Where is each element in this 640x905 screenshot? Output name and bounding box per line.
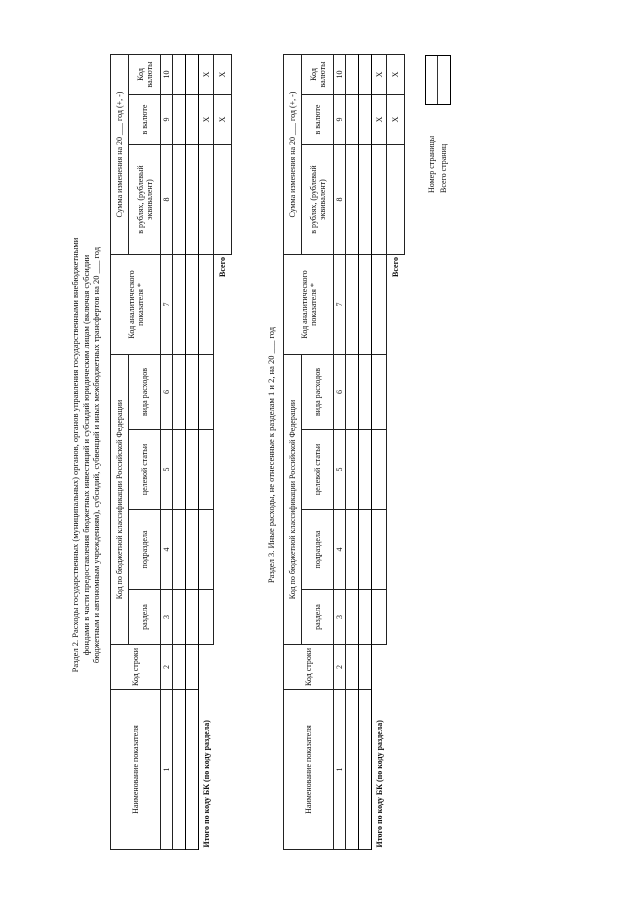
data-cell[interactable] [346,430,359,510]
vsego-label: Всего [391,257,401,277]
column-number: 10 [161,55,173,95]
itogo-cell[interactable] [372,590,387,645]
header-name: Наименование показателя [284,690,334,850]
data-cell[interactable] [173,645,186,690]
column-number: 8 [161,145,173,255]
table-row [173,55,186,850]
data-cell[interactable] [346,95,359,145]
column-number: 9 [334,95,346,145]
column-number: 6 [161,355,173,430]
column-number: 7 [161,255,173,355]
table-row [214,55,232,850]
table-row [284,55,302,850]
vsego-label: Всего [218,257,228,277]
header-currency-code: Код валюты [302,55,334,95]
header-section: раздела [129,590,161,645]
header-currency: в валюте [129,95,161,145]
section2-table [110,54,232,850]
table-row [111,55,129,850]
data-cell[interactable] [173,510,186,590]
column-number: 1 [161,690,173,850]
data-cell[interactable] [346,645,359,690]
itogo-cell[interactable] [372,430,387,510]
column-number: 7 [334,255,346,355]
data-cell[interactable] [346,55,359,95]
section3-title [266,145,277,765]
itogo-cell[interactable] [372,510,387,590]
title-line: Раздел 3. Иные расходы, не отнесенные к разделам 1 и 2, на 20 ___ год [266,326,276,584]
header-currency: в валюте [302,95,334,145]
data-cell[interactable] [186,430,199,510]
data-cell[interactable] [173,145,186,255]
header-target: целевой статьи [129,430,161,510]
header-bk-code: Код по бюджетной классификации Российской Федерации [111,355,129,645]
title-line: Раздел 2. Расходы государственных (муниципальных) органов, органов управления государственными внебюджетными [70,237,80,673]
data-cell[interactable] [186,690,199,850]
header-row-code: Код строки [284,645,334,690]
data-cell[interactable] [173,55,186,95]
header-subsection: подраздела [302,510,334,590]
data-cell[interactable] [173,690,186,850]
itogo-cell[interactable] [199,255,214,355]
page-number-field[interactable] [426,56,438,104]
header-expense-type: вида расходов [129,355,161,430]
data-cell[interactable] [346,355,359,430]
header-bk-code: Код по бюджетной классификации Российской Федерации [284,355,302,645]
header-expense-type: вида расходов [302,355,334,430]
column-number: 6 [334,355,346,430]
data-cell[interactable] [359,355,372,430]
data-cell[interactable] [186,55,199,95]
itogo-cell[interactable] [372,145,387,255]
itogo-cell[interactable] [199,590,214,645]
column-number: 1 [334,690,346,850]
data-cell[interactable] [359,590,372,645]
data-cell[interactable] [359,430,372,510]
table-row [186,55,199,850]
table-row [161,55,173,850]
data-cell[interactable] [173,355,186,430]
table-row [346,55,359,850]
data-cell[interactable] [346,255,359,355]
header-name: Наименование показателя [111,690,161,850]
header-rub: в рублях, (рублевый эквивалент) [129,145,161,255]
vsego-cell[interactable] [214,145,232,255]
data-cell[interactable] [173,590,186,645]
data-cell[interactable] [186,645,199,690]
itogo-cell[interactable] [199,355,214,430]
column-number: 4 [334,510,346,590]
data-cell[interactable] [173,95,186,145]
column-number: 3 [161,590,173,645]
data-cell[interactable] [173,430,186,510]
data-cell[interactable] [346,510,359,590]
column-number: 8 [334,145,346,255]
data-cell[interactable] [186,255,199,355]
data-cell[interactable] [359,55,372,95]
data-cell[interactable] [359,145,372,255]
x-mark: X [214,55,232,95]
column-number: 3 [334,590,346,645]
header-analytic-code: Код аналитического показателя * [111,255,161,355]
header-section: раздела [302,590,334,645]
vsego-cell[interactable] [387,145,405,255]
x-mark: X [214,95,232,145]
itogo-cell[interactable] [199,145,214,255]
itogo-cell[interactable] [199,510,214,590]
column-number: 5 [334,430,346,510]
title-line: бюджетным и автономным учреждениям), субсидий, субвенций и иных межбюджетных трансфертов на 20 ___ год [91,246,101,664]
column-number: 10 [334,55,346,95]
column-number: 2 [161,645,173,690]
header-row-code: Код строки [111,645,161,690]
data-cell[interactable] [186,510,199,590]
column-number: 2 [334,645,346,690]
table-row [359,55,372,850]
table-row [372,55,387,850]
column-number: 4 [161,510,173,590]
data-cell[interactable] [346,590,359,645]
section2-title [70,145,102,765]
section3-table [283,54,405,850]
page-number-label: Номер страницы [427,135,436,193]
header-currency-code: Код валюты [129,55,161,95]
table-row [199,55,214,850]
data-cell[interactable] [359,645,372,690]
header-analytic-code: Код аналитического показателя * [284,255,334,355]
data-cell[interactable] [359,255,372,355]
data-cell[interactable] [186,95,199,145]
data-cell[interactable] [359,690,372,850]
data-cell[interactable] [346,145,359,255]
total-pages-label: Всего страниц [439,143,448,193]
data-cell[interactable] [186,590,199,645]
total-pages-field[interactable] [438,56,450,104]
data-cell[interactable] [346,690,359,850]
data-cell[interactable] [186,355,199,430]
x-mark: X [199,55,214,95]
itogo-cell[interactable] [199,430,214,510]
header-change-sum: Сумма изменения на 20 ___ год (+, -) [111,55,129,255]
x-mark: X [387,95,405,145]
data-cell[interactable] [186,145,199,255]
x-mark: X [372,95,387,145]
header-change-sum: Сумма изменения на 20 ___ год (+, -) [284,55,302,255]
data-cell[interactable] [173,255,186,355]
header-subsection: подраздела [129,510,161,590]
table-row [387,55,405,850]
page-number-box [425,55,451,105]
header-target: целевой статьи [302,430,334,510]
x-mark: X [387,55,405,95]
column-number: 5 [161,430,173,510]
x-mark: X [372,55,387,95]
itogo-label: Итого по коду БК (по коду раздела) [201,720,211,848]
itogo-cell[interactable] [372,355,387,430]
table-row [334,55,346,850]
column-number: 9 [161,95,173,145]
header-rub: в рублях, (рублевый эквивалент) [302,145,334,255]
title-line: фондами в части предоставления бюджетных инвестиций и субсидий юридическим лицам (включая субсидии [80,254,91,656]
data-cell[interactable] [359,510,372,590]
itogo-cell[interactable] [372,255,387,355]
x-mark: X [199,95,214,145]
data-cell[interactable] [359,95,372,145]
itogo-label: Итого по коду БК (по коду раздела) [374,720,384,848]
